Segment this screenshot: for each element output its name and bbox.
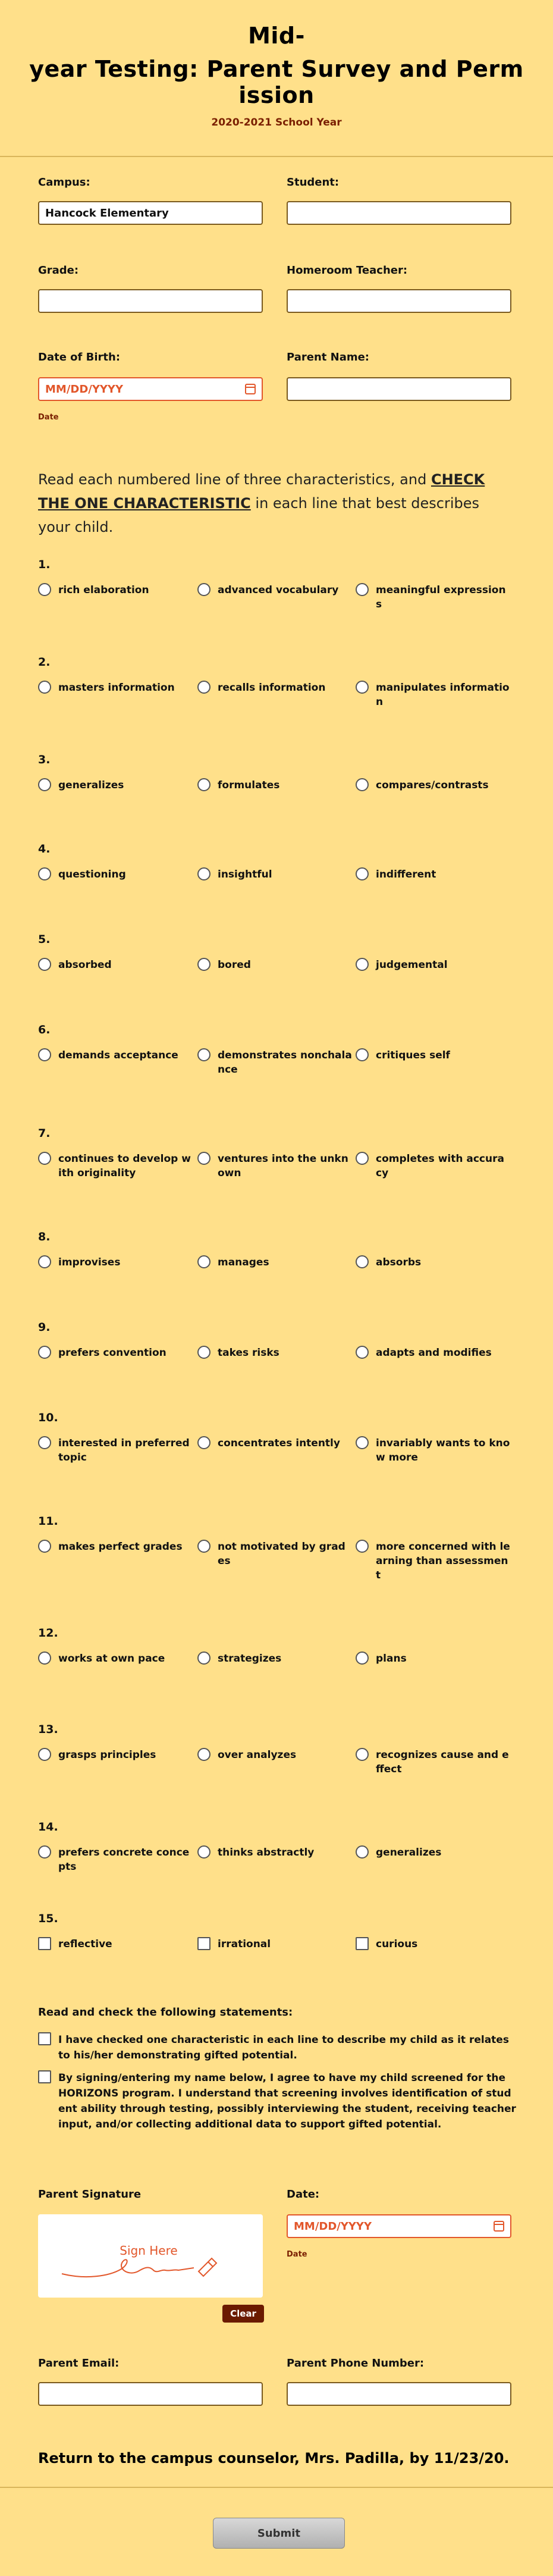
- signature-placeholder: Sign Here: [120, 2243, 178, 2258]
- option-radio[interactable]: [38, 867, 51, 880]
- option-label: grasps principles: [58, 1749, 156, 1761]
- option-radio[interactable]: [38, 1346, 51, 1359]
- question-option[interactable]: [197, 1346, 352, 1360]
- option-label: works at own pace: [58, 1653, 165, 1665]
- email-input[interactable]: [38, 2382, 263, 2406]
- option-radio[interactable]: [197, 867, 210, 880]
- option-label: thinks abstractly: [218, 1847, 315, 1859]
- question-option[interactable]: [356, 1255, 510, 1270]
- option-radio[interactable]: [356, 1845, 369, 1859]
- option-radio[interactable]: [197, 1540, 210, 1553]
- question-number: 5.: [38, 933, 51, 946]
- option-radio[interactable]: [356, 778, 369, 791]
- calendar-icon[interactable]: [494, 2221, 504, 2232]
- option-label: ventures into the unknown: [218, 1153, 348, 1179]
- pen-icon: [199, 2258, 216, 2276]
- question-option[interactable]: [38, 1845, 193, 1874]
- dob-placeholder: MM/DD/YYYY: [45, 383, 123, 396]
- option-label: generalizes: [376, 1847, 442, 1859]
- statement-1-checkbox[interactable]: [38, 2032, 51, 2045]
- question-number: 9.: [38, 1321, 51, 1334]
- question-option[interactable]: [38, 958, 193, 972]
- option-radio[interactable]: [356, 583, 369, 596]
- option-label: invariably wants to know more: [376, 1437, 510, 1464]
- question-option[interactable]: [197, 1651, 352, 1666]
- question-option[interactable]: [356, 867, 510, 882]
- option-radio[interactable]: [356, 1436, 369, 1449]
- option-label: strategizes: [218, 1653, 282, 1665]
- option-label: irrational: [218, 1938, 271, 1950]
- option-label: formulates: [218, 779, 280, 791]
- question-option[interactable]: [197, 1152, 352, 1180]
- option-radio[interactable]: [38, 1152, 51, 1165]
- question-option[interactable]: [197, 583, 352, 597]
- option-label: improvises: [58, 1256, 121, 1268]
- form-header: [0, 0, 553, 156]
- header-divider: [0, 156, 553, 157]
- question-number: 6.: [38, 1023, 51, 1036]
- question-option[interactable]: [356, 1845, 510, 1860]
- option-label: recognizes cause and effect: [376, 1749, 509, 1775]
- student-input[interactable]: [287, 201, 511, 225]
- question-number: 11.: [38, 1515, 58, 1528]
- question-option[interactable]: [197, 1048, 352, 1077]
- option-label: more concerned with learning than assessment: [376, 1541, 510, 1581]
- option-radio[interactable]: [356, 1346, 369, 1359]
- question-option[interactable]: [197, 1748, 352, 1762]
- option-label: absorbed: [58, 959, 112, 971]
- option-label: takes risks: [218, 1347, 279, 1359]
- option-label: concentrates intently: [218, 1437, 340, 1449]
- option-radio[interactable]: [356, 681, 369, 694]
- option-radio[interactable]: [197, 1748, 210, 1761]
- option-label: manipulates information: [376, 682, 510, 708]
- question-number: 4.: [38, 842, 51, 855]
- option-label: makes perfect grades: [58, 1541, 183, 1553]
- option-radio[interactable]: [356, 1651, 369, 1665]
- instructions-part-1: Read each numbered line of three characteristics, and: [38, 471, 431, 488]
- campus-input[interactable]: Hancock Elementary: [38, 201, 263, 225]
- option-label: indifferent: [376, 869, 436, 880]
- option-label: rich elaboration: [58, 584, 149, 596]
- option-checkbox[interactable]: [197, 1937, 210, 1950]
- submit-button[interactable]: Submit: [213, 2518, 345, 2549]
- question-option[interactable]: [356, 1436, 510, 1465]
- option-label: critiques self: [376, 1049, 450, 1061]
- option-radio[interactable]: [197, 1845, 210, 1859]
- question-option[interactable]: [38, 1651, 193, 1666]
- question-option[interactable]: [38, 1540, 193, 1554]
- question-option[interactable]: [197, 681, 352, 695]
- campus-label: Campus:: [38, 176, 90, 189]
- option-radio[interactable]: [38, 778, 51, 791]
- statement-item-2[interactable]: [38, 2070, 516, 2132]
- question-option[interactable]: [356, 1152, 510, 1180]
- homeroom-input[interactable]: [287, 289, 511, 313]
- instructions: [38, 468, 514, 539]
- question-number: 12.: [38, 1627, 58, 1640]
- signature-date-placeholder: MM/DD/YYYY: [294, 2220, 372, 2233]
- option-label: not motivated by grades: [218, 1541, 345, 1567]
- statement-1-text: I have checked one characteristic in each line to describe my child as it relates to his/her demonstrating gifted potential.: [58, 2034, 509, 2061]
- option-radio[interactable]: [356, 867, 369, 880]
- question-option[interactable]: [197, 1845, 352, 1860]
- question-number: 8.: [38, 1230, 51, 1243]
- statement-2-text: By signing/entering my name below, I agree to have my child screened for the HORIZONS program. I understand that screening involves identification of student ability through testing, possibly interviewing the student, receiving teacher input, and/or collecting additional data to support gifted potential.: [58, 2072, 516, 2130]
- parent-name-input[interactable]: [287, 377, 511, 401]
- question-option[interactable]: [197, 1436, 352, 1450]
- option-radio[interactable]: [38, 1048, 51, 1061]
- option-radio[interactable]: [197, 1436, 210, 1449]
- option-radio[interactable]: [38, 681, 51, 694]
- question-option[interactable]: [356, 583, 510, 612]
- question-option[interactable]: [356, 778, 510, 792]
- option-label: absorbs: [376, 1256, 422, 1268]
- statement-item-1[interactable]: [38, 2032, 516, 2063]
- question-option[interactable]: [38, 1748, 193, 1762]
- option-label: meaningful expressions: [376, 584, 506, 610]
- question-number: 10.: [38, 1411, 58, 1424]
- question-option[interactable]: [356, 1540, 510, 1582]
- phone-input[interactable]: [287, 2382, 511, 2406]
- question-option[interactable]: [38, 1255, 193, 1270]
- option-label: demands acceptance: [58, 1049, 178, 1061]
- question-number: 3.: [38, 753, 51, 766]
- option-radio[interactable]: [38, 1436, 51, 1449]
- option-radio[interactable]: [38, 958, 51, 971]
- question-option[interactable]: [356, 1748, 510, 1776]
- footer-divider: [0, 2487, 553, 2488]
- signature-pad[interactable]: [38, 2214, 263, 2298]
- option-radio[interactable]: [197, 1346, 210, 1359]
- question-option[interactable]: [356, 1651, 510, 1666]
- option-radio[interactable]: [356, 1152, 369, 1165]
- option-label: demonstrates nonchalance: [218, 1049, 352, 1076]
- signature-date-sublabel: Date: [287, 2250, 307, 2259]
- option-label: bored: [218, 959, 251, 971]
- option-label: continues to develop with originality: [58, 1153, 191, 1179]
- question-option[interactable]: [356, 958, 510, 972]
- statements-heading: Read and check the following statements:: [38, 2006, 293, 2019]
- option-radio[interactable]: [38, 1540, 51, 1553]
- option-radio[interactable]: [197, 958, 210, 971]
- option-label: generalizes: [58, 779, 124, 791]
- grade-input[interactable]: [38, 289, 263, 313]
- question-option[interactable]: [197, 1540, 352, 1568]
- question-option[interactable]: [197, 867, 352, 882]
- instructions-emphasis: CHECK THE ONE CHARACTERISTIC: [38, 471, 485, 512]
- option-radio[interactable]: [197, 583, 210, 596]
- signature-illustration: [38, 2214, 263, 2298]
- signature-date-label: Date:: [287, 2188, 320, 2201]
- option-radio[interactable]: [197, 1651, 210, 1665]
- dob-input[interactable]: [38, 377, 263, 401]
- question-option[interactable]: [38, 1436, 193, 1465]
- option-radio[interactable]: [38, 1255, 51, 1268]
- option-radio[interactable]: [356, 958, 369, 971]
- question-number: 2.: [38, 656, 51, 669]
- option-label: reflective: [58, 1938, 112, 1950]
- option-radio[interactable]: [197, 1255, 210, 1268]
- option-radio[interactable]: [197, 681, 210, 694]
- option-label: plans: [376, 1653, 407, 1665]
- option-radio[interactable]: [197, 1152, 210, 1165]
- option-radio[interactable]: [197, 778, 210, 791]
- question-option[interactable]: [38, 681, 193, 695]
- option-label: completes with accuracy: [376, 1153, 504, 1179]
- instructions-part-2: in each line that best describes your child.: [38, 495, 479, 535]
- option-label: advanced vocabulary: [218, 584, 339, 596]
- option-radio[interactable]: [356, 1048, 369, 1061]
- question-number: 1.: [38, 558, 51, 571]
- option-radio[interactable]: [38, 1651, 51, 1665]
- question-option[interactable]: [38, 867, 193, 882]
- option-radio[interactable]: [38, 583, 51, 596]
- option-label: manages: [218, 1256, 269, 1268]
- form-title-line-2: year Testing: Parent Survey and Perm: [29, 56, 524, 82]
- option-label: compares/contrasts: [376, 779, 489, 791]
- question-option[interactable]: [197, 1937, 352, 1951]
- statement-2-checkbox[interactable]: [38, 2070, 51, 2083]
- clear-signature-button[interactable]: Clear: [222, 2305, 264, 2323]
- option-radio[interactable]: [356, 1748, 369, 1761]
- parent-name-label: Parent Name:: [287, 351, 369, 363]
- question-option[interactable]: [197, 958, 352, 972]
- option-label: questioning: [58, 869, 126, 880]
- option-radio[interactable]: [38, 1748, 51, 1761]
- signature-date-input[interactable]: [287, 2214, 511, 2238]
- option-radio[interactable]: [356, 1540, 369, 1553]
- email-label: Parent Email:: [38, 2357, 120, 2370]
- option-radio[interactable]: [356, 1255, 369, 1268]
- dob-label: Date of Birth:: [38, 351, 121, 363]
- option-label: insightful: [218, 869, 272, 880]
- homeroom-label: Homeroom Teacher:: [287, 264, 408, 277]
- grade-label: Grade:: [38, 264, 79, 277]
- question-number: 7.: [38, 1127, 51, 1140]
- question-option[interactable]: [38, 1048, 193, 1063]
- question-option[interactable]: [197, 1255, 352, 1270]
- question-option[interactable]: [38, 1346, 193, 1360]
- question-option[interactable]: [38, 1937, 193, 1951]
- option-label: interested in preferred topic: [58, 1437, 190, 1464]
- option-label: adapts and modifies: [376, 1347, 492, 1359]
- question-option[interactable]: [356, 681, 510, 709]
- question-number: 15.: [38, 1912, 58, 1925]
- question-option[interactable]: [38, 583, 193, 597]
- question-number: 13.: [38, 1723, 58, 1736]
- option-label: recalls information: [218, 682, 326, 694]
- phone-label: Parent Phone Number:: [287, 2357, 425, 2370]
- question-option[interactable]: [356, 1048, 510, 1063]
- option-label: prefers convention: [58, 1347, 166, 1359]
- option-label: curious: [376, 1938, 418, 1950]
- student-label: Student:: [287, 176, 340, 189]
- option-checkbox[interactable]: [38, 1937, 51, 1950]
- question-option[interactable]: [356, 1346, 510, 1360]
- option-label: over analyzes: [218, 1749, 297, 1761]
- return-instructions: Return to the campus counselor, Mrs. Padilla, by 11/23/20.: [38, 2450, 510, 2467]
- form-title-line-3: ission: [238, 82, 315, 108]
- option-label: judgemental: [376, 959, 448, 971]
- form-title-line-1: Mid-: [248, 23, 305, 49]
- question-option[interactable]: [356, 1937, 510, 1951]
- option-radio[interactable]: [38, 1845, 51, 1859]
- question-option[interactable]: [38, 778, 193, 792]
- calendar-icon[interactable]: [245, 384, 256, 394]
- question-option[interactable]: [38, 1152, 193, 1180]
- question-option[interactable]: [197, 778, 352, 792]
- dob-sublabel: Date: [38, 413, 59, 422]
- signature-label: Parent Signature: [38, 2188, 142, 2201]
- school-year-subtitle: 2020-2021 School Year: [211, 117, 342, 129]
- option-label: masters information: [58, 682, 175, 694]
- option-radio[interactable]: [197, 1048, 210, 1061]
- option-checkbox[interactable]: [356, 1937, 369, 1950]
- question-number: 14.: [38, 1820, 58, 1834]
- option-label: prefers concrete concepts: [58, 1847, 190, 1873]
